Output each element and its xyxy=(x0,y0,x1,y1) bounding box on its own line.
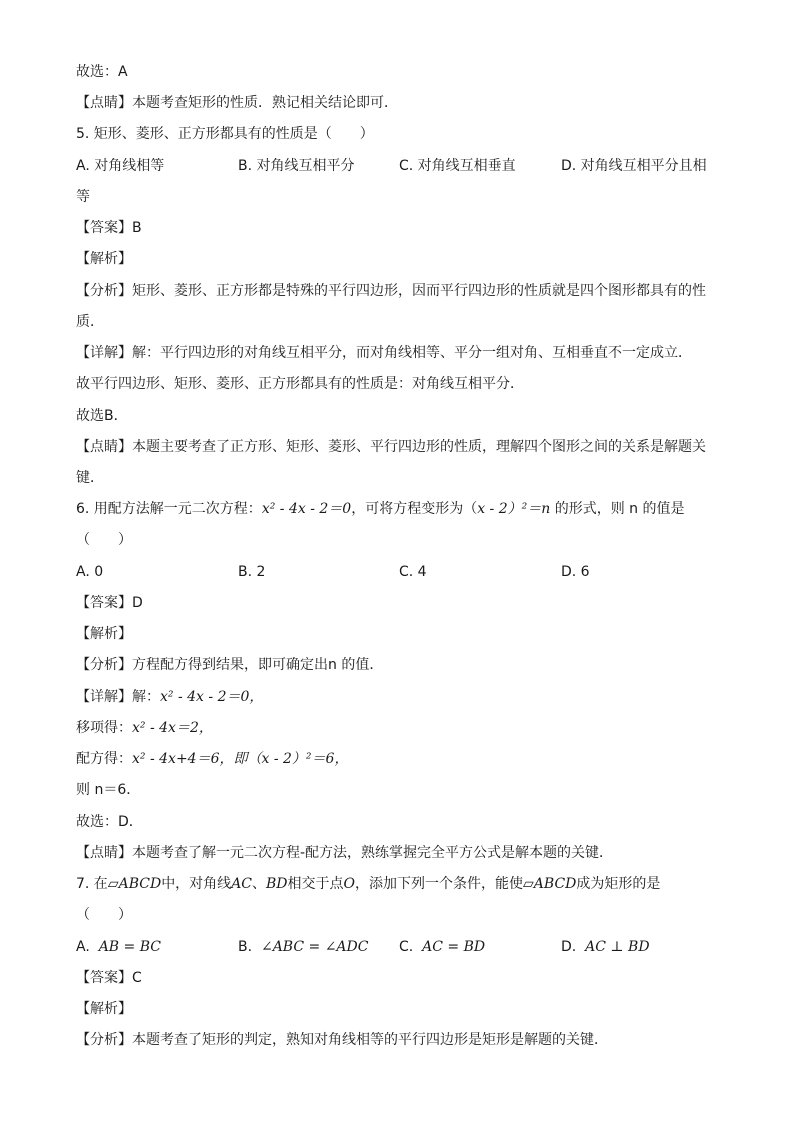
q5-xiangjie: 【详解】解：平行四边形的对角线互相平分，而对角线相等、平分一组对角、互相垂直不一定成立． xyxy=(76,345,692,361)
q7-option-c-label: C. xyxy=(399,939,414,955)
q6-stem-paren: （ ） xyxy=(76,532,132,548)
q5-fenxi-2: 质． xyxy=(76,314,104,330)
q6-answer: 【答案】D xyxy=(76,595,143,611)
q6-option-c: C. 4 xyxy=(399,564,427,580)
q7-stem-3: 、 xyxy=(252,876,267,892)
q7-stem-2: 中，对角线 xyxy=(161,876,232,892)
q7-option-c xyxy=(399,937,485,957)
q5-analysis: 【解析】 xyxy=(76,251,132,267)
q7-option-c-math: AC = BD xyxy=(422,939,486,955)
q6-xiangjie xyxy=(76,687,263,707)
q7-stem-bd: BD xyxy=(266,876,288,892)
q6-comment: 【点睛】本题考查了解一元二次方程-配方法，熟练掌握完全平方公式是解本题的关键． xyxy=(76,845,614,861)
q7-stem-parallelogram-1: ▱ABCD xyxy=(107,876,162,892)
q6-xiangjie-equation: x² - 4x - 2＝0， xyxy=(160,689,264,705)
q6-step-2-equation: x² - 4x+4＝6，即（x - 2）²＝6， xyxy=(132,751,349,767)
q7-option-a-label: A. xyxy=(76,939,90,955)
q6-step-1-label: 移项得： xyxy=(76,720,132,736)
q7-answer: 【答案】C xyxy=(76,970,142,986)
q6-step-1 xyxy=(76,718,213,738)
q6-choose: 故选：D． xyxy=(76,814,143,830)
prev-choose: 故选：A xyxy=(76,64,128,80)
q6-step-2 xyxy=(76,749,348,769)
q7-stem-ac: AC xyxy=(231,876,253,892)
q5-stem: 5. 矩形、菱形、正方形都具有的性质是（ ） xyxy=(76,126,374,142)
q6-option-a: A. 0 xyxy=(76,564,104,580)
q7-option-a-math: AB = BC xyxy=(98,939,161,955)
q6-fenxi: 【分析】方程配方得到结果，即可确定出n 的值． xyxy=(76,657,384,673)
q5-answer: 【答案】B xyxy=(76,220,142,236)
prev-comment: 【点睛】本题考查矩形的性质．熟记相关结论即可． xyxy=(76,95,398,111)
q7-analysis: 【解析】 xyxy=(76,1001,132,1017)
q7-stem-1: 7. 在 xyxy=(76,876,108,892)
q6-analysis: 【解析】 xyxy=(76,626,132,642)
q5-option-a: A. 对角线相等 xyxy=(76,158,165,174)
q6-stem-mid: ，可将方程变形为（ xyxy=(351,501,478,517)
q7-option-d xyxy=(561,937,650,957)
q7-stem-4: 相交于点 xyxy=(287,876,344,892)
q7-option-d-math: AC ⊥ BD xyxy=(585,939,650,955)
q6-stem-form: x - 2）²＝n xyxy=(477,501,551,517)
q6-option-d: D. 6 xyxy=(561,564,590,580)
q6-stem-post: 的形式，则 n 的值是 xyxy=(550,501,685,517)
q6-option-b: B. 2 xyxy=(238,564,266,580)
q6-stem-pre: 6. 用配方法解一元二次方程： xyxy=(76,501,262,517)
q5-fenxi-1: 【分析】矩形、菱形、正方形都是特殊的平行四边形，因而平行四边形的性质就是四个图形都具有的性 xyxy=(76,283,706,299)
q7-option-a xyxy=(76,937,161,957)
q5-comment-1: 【点睛】本题主要考查了正方形、矩形、菱形、平行四边形的性质，理解四个图形之间的关系是解题关 xyxy=(76,439,706,455)
q5-choose: 故选B． xyxy=(76,408,128,424)
q7-stem-6: 成为矩形的是 xyxy=(576,876,661,892)
q6-step-1-equation: x² - 4x＝2， xyxy=(132,720,213,736)
q6-stem-equation: x² - 4x - 2＝0 xyxy=(261,501,352,517)
q7-option-d-label: D. xyxy=(561,939,577,955)
q6-step-2-label: 配方得： xyxy=(76,751,132,767)
q7-option-b-math: ∠ABC = ∠ADC xyxy=(260,939,369,955)
q7-option-b xyxy=(238,937,368,957)
q5-option-b: B. 对角线互相平分 xyxy=(238,158,355,174)
q7-stem xyxy=(76,874,660,894)
q7-fenxi: 【分析】本题考查了矩形的判定，熟知对角线相等的平行四边形是矩形是解题的关键． xyxy=(76,1032,608,1048)
q5-comment-2: 键． xyxy=(76,470,104,486)
q7-option-b-label: B. xyxy=(238,939,253,955)
q5-option-d-cont: 等 xyxy=(76,189,90,205)
q7-stem-o: O xyxy=(343,876,356,892)
q7-stem-parallelogram-2: ▱ABCD xyxy=(523,876,577,892)
q6-step-3: 则 n＝6． xyxy=(76,782,141,798)
q5-option-c: C. 对角线互相垂直 xyxy=(399,158,516,174)
q6-stem xyxy=(76,499,685,519)
q7-stem-paren: （ ） xyxy=(76,907,132,923)
q5-conclusion: 故平行四边形、矩形、菱形、正方形都具有的性质是：对角线互相平分． xyxy=(76,376,524,392)
q6-xiangjie-pre: 【详解】解： xyxy=(76,689,160,705)
q5-option-d: D. 对角线互相平分且相 xyxy=(561,158,707,174)
q7-stem-5: ，添加下列一个条件，能使 xyxy=(355,876,524,892)
